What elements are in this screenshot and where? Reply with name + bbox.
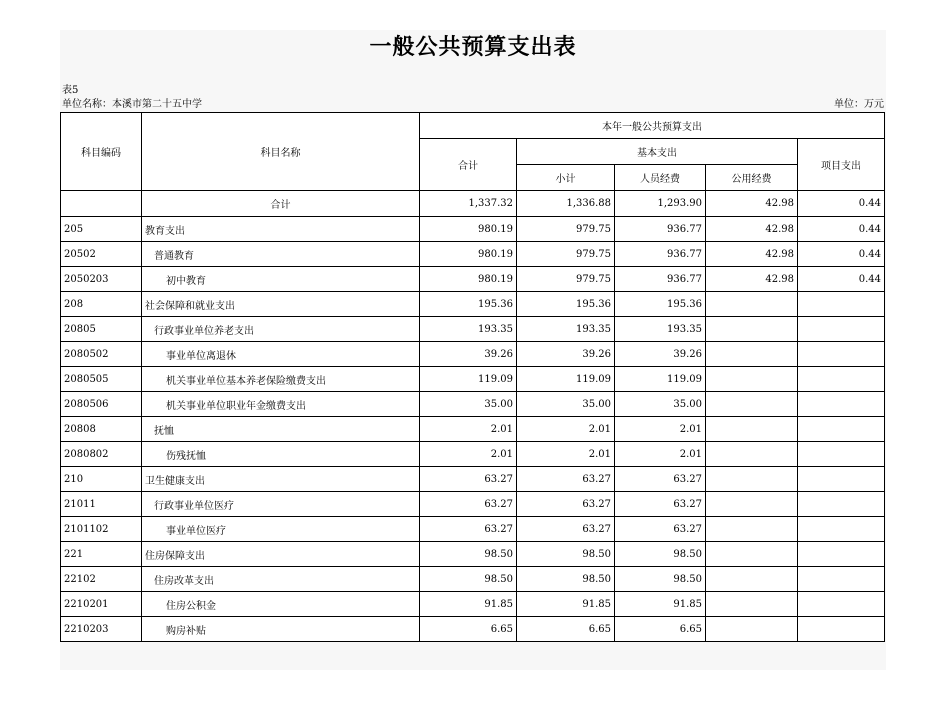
cell-code: 210	[61, 467, 142, 492]
cell-project	[798, 517, 885, 542]
cell-public	[706, 567, 798, 592]
cell-code: 2101102	[61, 517, 142, 542]
cell-code: 22102	[61, 567, 142, 592]
cell-name: 教育支出	[142, 217, 420, 242]
cell-public	[706, 592, 798, 617]
cell-personnel: 119.09	[615, 367, 706, 392]
cell-project	[798, 367, 885, 392]
cell-project	[798, 392, 885, 417]
cell-personnel: 98.50	[615, 542, 706, 567]
cell-total: 193.35	[420, 317, 517, 342]
cell-subtotal: 193.35	[517, 317, 615, 342]
cell-total: 195.36	[420, 292, 517, 317]
cell-project	[798, 442, 885, 467]
table-row	[61, 292, 885, 317]
cell-subtotal: 63.27	[517, 517, 615, 542]
cell-name: 住房改革支出	[142, 567, 420, 592]
cell-total: 35.00	[420, 392, 517, 417]
cell-code: 2080802	[61, 442, 142, 467]
cell-public	[706, 317, 798, 342]
cell-total: 6.65	[420, 617, 517, 642]
cell-public	[706, 367, 798, 392]
cell-project: 0.44	[798, 217, 885, 242]
cell-project	[798, 292, 885, 317]
cell-project	[798, 317, 885, 342]
table-number: 表5	[62, 85, 79, 96]
cell-code: 208	[61, 292, 142, 317]
cell-subtotal: 979.75	[517, 242, 615, 267]
cell-personnel: 63.27	[615, 492, 706, 517]
header-name: 科目名称	[142, 113, 420, 191]
cell-code: 20502	[61, 242, 142, 267]
cell-subtotal: 2.01	[517, 417, 615, 442]
cell-project	[798, 617, 885, 642]
header-project: 项目支出	[798, 139, 885, 191]
cell-project	[798, 467, 885, 492]
cell-personnel: 39.26	[615, 342, 706, 367]
header-group: 本年一般公共预算支出	[420, 113, 885, 139]
cell-personnel: 91.85	[615, 592, 706, 617]
header-public: 公用经费	[706, 165, 798, 191]
cell-personnel: 193.35	[615, 317, 706, 342]
cell-personnel: 98.50	[615, 567, 706, 592]
table-row	[61, 242, 885, 267]
cell-project	[798, 567, 885, 592]
cell-total: 63.27	[420, 467, 517, 492]
header-personnel: 人员经费	[615, 165, 706, 191]
cell-public	[706, 542, 798, 567]
cell-public	[706, 417, 798, 442]
cell-total: 980.19	[420, 217, 517, 242]
table-row	[61, 317, 885, 342]
cell-subtotal: 35.00	[517, 392, 615, 417]
cell-subtotal: 979.75	[517, 267, 615, 292]
cell-code: 2210203	[61, 617, 142, 642]
cell-total: 63.27	[420, 517, 517, 542]
cell-total: 980.19	[420, 267, 517, 292]
table-row	[61, 417, 885, 442]
cell-personnel: 63.27	[615, 517, 706, 542]
cell-total: 91.85	[420, 592, 517, 617]
table-row	[61, 467, 885, 492]
cell-personnel: 63.27	[615, 467, 706, 492]
cell-subtotal: 98.50	[517, 567, 615, 592]
cell-subtotal: 2.01	[517, 442, 615, 467]
cell-name: 行政事业单位养老支出	[142, 317, 420, 342]
table-row	[61, 267, 885, 292]
unit-label: 单位：万元	[834, 99, 884, 110]
cell-total: 980.19	[420, 242, 517, 267]
cell-project	[798, 492, 885, 517]
cell-personnel: 936.77	[615, 242, 706, 267]
cell-public: 42.98	[706, 217, 798, 242]
cell-name: 事业单位离退休	[142, 342, 420, 367]
cell-total: 2.01	[420, 417, 517, 442]
cell-name: 机关事业单位职业年金缴费支出	[142, 392, 420, 417]
cell-total: 39.26	[420, 342, 517, 367]
cell-name: 购房补贴	[142, 617, 420, 642]
cell-public: 42.98	[706, 242, 798, 267]
cell-code: 2050203	[61, 267, 142, 292]
cell-code: 2080502	[61, 342, 142, 367]
cell-code: 20805	[61, 317, 142, 342]
cell-personnel: 2.01	[615, 442, 706, 467]
cell-public	[706, 617, 798, 642]
cell-total: 98.50	[420, 542, 517, 567]
cell-code: 20808	[61, 417, 142, 442]
total-subtotal: 1,336.88	[517, 191, 615, 217]
cell-name: 社会保障和就业支出	[142, 292, 420, 317]
total-code	[61, 191, 142, 217]
cell-project	[798, 417, 885, 442]
cell-name: 伤残抚恤	[142, 442, 420, 467]
cell-subtotal: 98.50	[517, 542, 615, 567]
cell-public: 42.98	[706, 267, 798, 292]
total-label: 合计	[142, 191, 420, 217]
table-row	[61, 517, 885, 542]
cell-project: 0.44	[798, 267, 885, 292]
cell-personnel: 936.77	[615, 267, 706, 292]
cell-subtotal: 979.75	[517, 217, 615, 242]
table-row	[61, 392, 885, 417]
total-personnel: 1,293.90	[615, 191, 706, 217]
cell-code: 205	[61, 217, 142, 242]
total-public: 42.98	[706, 191, 798, 217]
cell-name: 行政事业单位医疗	[142, 492, 420, 517]
cell-total: 2.01	[420, 442, 517, 467]
cell-subtotal: 6.65	[517, 617, 615, 642]
header-total: 合计	[420, 139, 517, 191]
cell-project	[798, 542, 885, 567]
cell-personnel: 936.77	[615, 217, 706, 242]
cell-code: 2210201	[61, 592, 142, 617]
cell-total: 98.50	[420, 567, 517, 592]
table-row	[61, 442, 885, 467]
cell-code: 2080505	[61, 367, 142, 392]
table-row	[61, 367, 885, 392]
cell-code: 221	[61, 542, 142, 567]
cell-personnel: 6.65	[615, 617, 706, 642]
cell-name: 抚恤	[142, 417, 420, 442]
table-row	[61, 542, 885, 567]
cell-total: 63.27	[420, 492, 517, 517]
cell-project	[798, 592, 885, 617]
total-row	[61, 191, 885, 217]
header-code: 科目编码	[61, 113, 142, 191]
page-title: 一般公共预算支出表	[369, 35, 577, 60]
budget-table	[60, 112, 885, 642]
table-row	[61, 567, 885, 592]
cell-subtotal: 91.85	[517, 592, 615, 617]
cell-name: 普通教育	[142, 242, 420, 267]
cell-name: 住房保障支出	[142, 542, 420, 567]
cell-name: 初中教育	[142, 267, 420, 292]
total-project: 0.44	[798, 191, 885, 217]
cell-subtotal: 63.27	[517, 467, 615, 492]
cell-subtotal: 63.27	[517, 492, 615, 517]
cell-name: 住房公积金	[142, 592, 420, 617]
cell-name: 事业单位医疗	[142, 517, 420, 542]
cell-subtotal: 195.36	[517, 292, 615, 317]
cell-personnel: 195.36	[615, 292, 706, 317]
header-basic: 基本支出	[517, 139, 798, 165]
table-row	[61, 617, 885, 642]
cell-total: 119.09	[420, 367, 517, 392]
cell-code: 2080506	[61, 392, 142, 417]
cell-subtotal: 119.09	[517, 367, 615, 392]
header-subtotal: 小计	[517, 165, 615, 191]
cell-project: 0.44	[798, 242, 885, 267]
cell-personnel: 35.00	[615, 392, 706, 417]
cell-public	[706, 517, 798, 542]
cell-public	[706, 342, 798, 367]
table-row	[61, 592, 885, 617]
total-total: 1,337.32	[420, 191, 517, 217]
cell-project	[798, 342, 885, 367]
cell-name: 机关事业单位基本养老保险缴费支出	[142, 367, 420, 392]
cell-code: 21011	[61, 492, 142, 517]
table-row	[61, 217, 885, 242]
cell-public	[706, 292, 798, 317]
table-row	[61, 492, 885, 517]
cell-public	[706, 467, 798, 492]
cell-public	[706, 442, 798, 467]
unit-name: 单位名称：本溪市第二十五中学	[62, 99, 202, 110]
cell-public	[706, 392, 798, 417]
cell-personnel: 2.01	[615, 417, 706, 442]
cell-subtotal: 39.26	[517, 342, 615, 367]
cell-public	[706, 492, 798, 517]
table-row	[61, 342, 885, 367]
cell-name: 卫生健康支出	[142, 467, 420, 492]
